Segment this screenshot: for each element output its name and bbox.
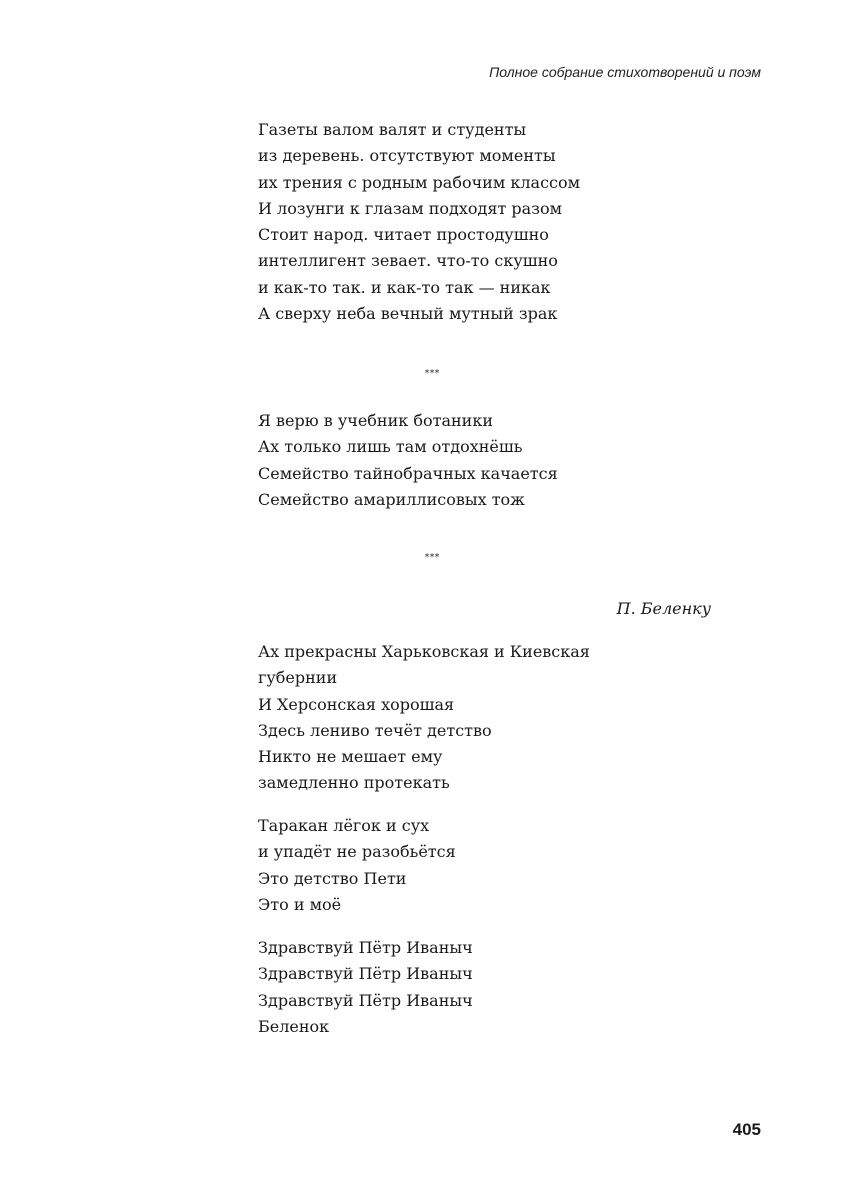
poem-line: и упадёт не разобьётся — [258, 842, 456, 862]
poem-line: Здравствуй Пётр Иваныч — [258, 938, 473, 957]
poem-1 — [258, 117, 718, 327]
poem-line: губернии — [258, 668, 338, 688]
poem-line: И Херсонская хорошая — [258, 694, 455, 714]
poem-line: Ах только лишь там отдохнёшь — [258, 437, 523, 457]
poem-line: Это детство Пети — [258, 868, 407, 888]
poem-line: Я верю в учебник ботаники — [258, 411, 493, 430]
poem-3-stanza-3 — [258, 935, 718, 1040]
poem-3-stanza-1 — [258, 639, 718, 797]
poem-line: Семейство тайнобрачных качается — [258, 463, 558, 483]
poem-line: Беленок — [258, 1016, 330, 1036]
poem-line: Ах прекрасны Харьковская и Киевская — [258, 642, 590, 661]
poem-line: Никто не мешает ему — [258, 747, 443, 767]
poem-line: Здравствуй Пётр Иваныч — [258, 964, 473, 984]
poem-line: Семейство амариллисовых тож — [258, 489, 525, 509]
poem-line: замедленно протекать — [258, 773, 450, 793]
poem-line: И лозунги к глазам подходят разом — [258, 198, 563, 218]
section-separator: *** — [424, 552, 440, 563]
poem-line: интеллигент зевает. что-то скушно — [258, 251, 558, 271]
poem-line: Стоит народ. читает простодушно — [258, 225, 549, 245]
poem-line: Газеты валом валят и студенты — [258, 120, 527, 139]
dedication: П. Беленку — [616, 599, 711, 618]
page-number: 405 — [732, 1120, 761, 1139]
poem-2 — [258, 408, 718, 513]
section-separator: *** — [424, 368, 440, 379]
poem-line: Таракан лёгок и сух — [258, 816, 430, 835]
poem-line: из деревень. отсутствуют моменты — [258, 146, 556, 166]
poem-3-stanza-2 — [258, 813, 718, 918]
poem-line: А сверху неба вечный мутный зрак — [258, 304, 558, 324]
poem-line: и как-то так. и как-то так — никак — [258, 277, 551, 297]
running-header: Полное собрание стихотворений и поэм — [489, 64, 761, 80]
poem-line: Это и моё — [258, 894, 342, 914]
poem-line: их трения с родным рабочим классом — [258, 172, 581, 192]
poem-line: Здравствуй Пётр Иваныч — [258, 990, 473, 1010]
poem-line: Здесь лениво течёт детство — [258, 720, 492, 740]
